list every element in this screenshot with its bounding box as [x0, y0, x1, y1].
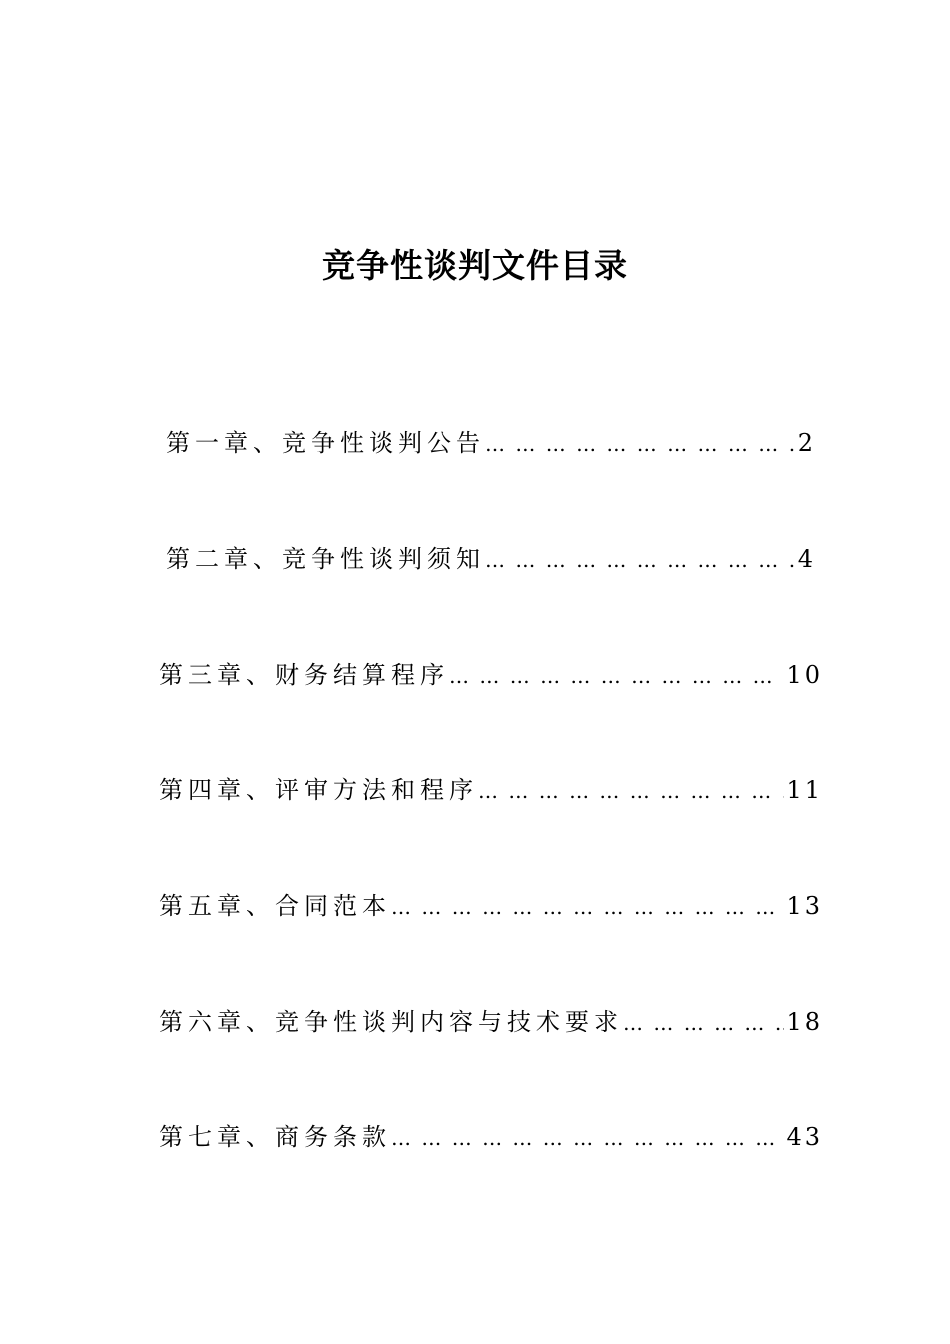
toc-dot-leader	[391, 1118, 784, 1158]
toc-entry-label: 第三章、财务结算程序	[159, 661, 449, 689]
toc-entry-label: 第四章、评审方法和程序	[159, 776, 478, 804]
toc-entry-label: 第一章、竞争性谈判公告	[166, 429, 485, 457]
toc-entry-page-number: 43	[786, 1123, 823, 1151]
toc-entry-chapter-6	[159, 1002, 823, 1042]
toc-entry-page-number: 18	[786, 1008, 823, 1036]
toc-entry-label: 第六章、竞争性谈判内容与技术要求	[159, 1008, 623, 1036]
toc-entry-page-number: 2	[797, 429, 816, 457]
toc-entry-label: 第七章、商务条款	[159, 1123, 391, 1151]
toc-entry-label: 第二章、竞争性谈判须知	[166, 545, 485, 573]
toc-entry-page-number: 4	[797, 545, 816, 573]
toc-dot-leader	[485, 424, 796, 464]
toc-entry-page-number: 13	[786, 892, 823, 920]
toc-entry-page-number: 11	[786, 776, 823, 804]
toc-entry-chapter-1	[166, 423, 816, 463]
document-title: 竞争性谈判文件目录	[322, 246, 628, 285]
toc-dot-leader	[485, 540, 796, 580]
toc-dot-leader	[478, 771, 784, 811]
toc-entry-chapter-2	[166, 539, 816, 579]
toc-entry-page-number: 10	[786, 661, 823, 689]
toc-entry-chapter-7	[159, 1117, 823, 1157]
toc-dot-leader	[449, 656, 784, 696]
toc-entry-chapter-5	[159, 886, 823, 926]
toc-entry-chapter-4	[159, 770, 823, 810]
toc-dot-leader	[623, 1003, 784, 1043]
toc-dot-leader	[391, 887, 784, 927]
toc-entry-label: 第五章、合同范本	[159, 892, 391, 920]
toc-entry-chapter-3	[159, 655, 823, 695]
